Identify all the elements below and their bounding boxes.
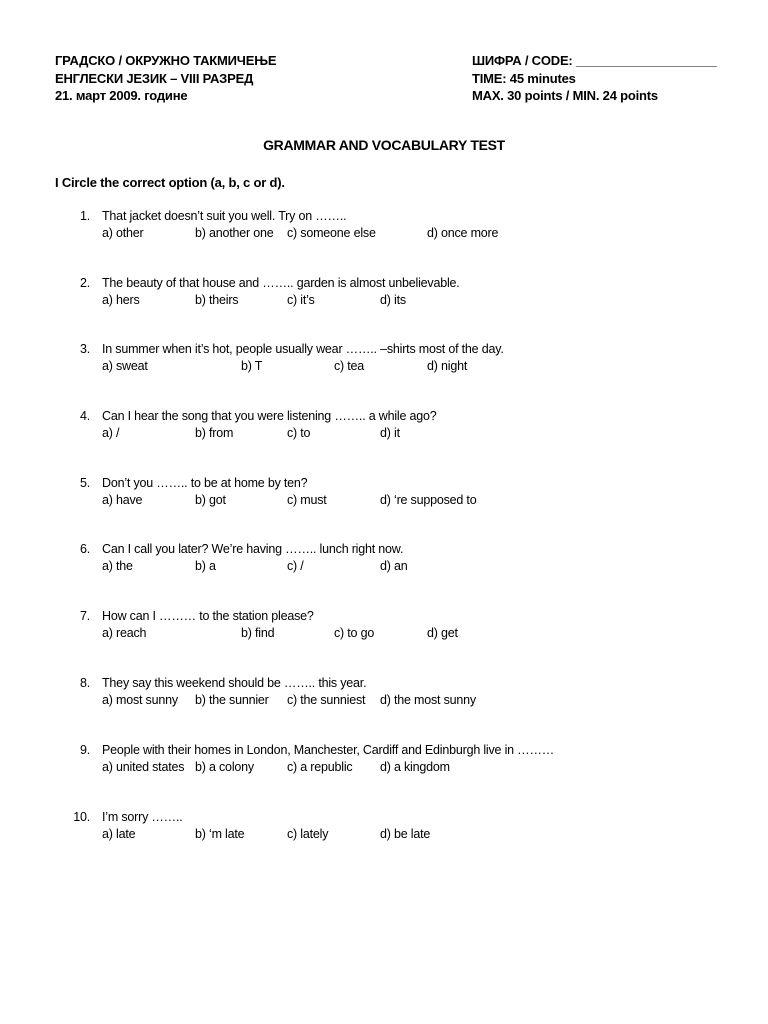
question-item: [0, 542, 768, 582]
answer-option-d[interactable]: d) a kingdom: [380, 760, 450, 774]
question-number: 4.: [79, 409, 90, 423]
answer-option-a[interactable]: a) reach: [102, 626, 147, 640]
points-info: MAX. 30 points / MIN. 24 points: [472, 88, 658, 103]
answer-option-c[interactable]: c) to: [287, 426, 311, 440]
question-text: That jacket doesn’t suit you well. Try on ……..: [102, 209, 347, 223]
answer-option-b[interactable]: b) from: [195, 426, 234, 440]
question-text: The beauty of that house and …….. garden is almost unbelievable.: [102, 276, 460, 290]
answer-option-c[interactable]: c) a republic: [287, 760, 353, 774]
answer-option-d[interactable]: d) ‘re supposed to: [380, 493, 477, 507]
answer-option-d[interactable]: d) get: [427, 626, 458, 640]
question-item: [0, 810, 768, 850]
answer-option-d[interactable]: d) it: [380, 426, 400, 440]
question-text: How can I ……… to the station please?: [102, 609, 314, 623]
question-number: 8.: [79, 676, 90, 690]
answer-option-a[interactable]: a) other: [102, 226, 144, 240]
test-title: GRAMMAR AND VOCABULARY TEST: [263, 137, 505, 153]
question-text: Can I hear the song that you were listening …….. a while ago?: [102, 409, 437, 423]
answer-option-b[interactable]: b) a: [195, 559, 216, 573]
time-limit: TIME: 45 minutes: [472, 70, 576, 86]
question-item: [0, 209, 768, 249]
answer-option-c[interactable]: c) lately: [287, 827, 329, 841]
question-item: [0, 476, 768, 516]
header-left: [55, 52, 276, 105]
question-number: 1.: [79, 209, 90, 223]
question-number: 9.: [79, 743, 90, 757]
question-text: They say this weekend should be …….. this year.: [102, 676, 367, 690]
question-item: [0, 276, 768, 316]
question-number: 7.: [79, 609, 90, 623]
question-text: I’m sorry ……..: [102, 810, 183, 824]
competition-name: ГРАДСКО / ОКРУЖНО ТАКМИЧЕЊЕ: [55, 53, 277, 68]
question-item: [0, 743, 768, 783]
answer-option-a[interactable]: a) hers: [102, 293, 140, 307]
question-number: 5.: [79, 476, 90, 490]
answer-option-b[interactable]: b) theirs: [195, 293, 239, 307]
answer-option-c[interactable]: c) tea: [334, 359, 365, 373]
question-text: In summer when it’s hot, people usually wear …….. –shirts most of the day.: [102, 342, 504, 356]
answer-option-d[interactable]: d) once more: [427, 226, 499, 240]
question-number: 2.: [79, 276, 90, 290]
answer-option-c[interactable]: c) the sunniest: [287, 693, 366, 707]
answer-option-d[interactable]: d) its: [380, 293, 406, 307]
question-item: [0, 342, 768, 382]
question-number: 10.: [73, 810, 90, 824]
question-text: Don’t you …….. to be at home by ten?: [102, 476, 308, 490]
answer-option-a[interactable]: a) most sunny: [102, 693, 178, 707]
answer-option-c[interactable]: c) must: [287, 493, 327, 507]
answer-option-c[interactable]: c) to go: [334, 626, 375, 640]
subject-grade: ЕНГЛЕСКИ ЈЕЗИК – VIII РАЗРЕД: [55, 70, 254, 86]
answer-option-b[interactable]: b) find: [241, 626, 275, 640]
answer-option-b[interactable]: b) T: [241, 359, 263, 373]
answer-option-a[interactable]: a) /: [102, 426, 120, 440]
question-item: [0, 609, 768, 649]
answer-option-b[interactable]: b) ‘m late: [195, 827, 245, 841]
question-number: 3.: [79, 342, 90, 356]
question-number: 6.: [79, 542, 90, 556]
answer-option-b[interactable]: b) a colony: [195, 760, 254, 774]
answer-option-d[interactable]: d) the most sunny: [380, 693, 476, 707]
exam-date: 21. март 2009. године: [55, 88, 188, 103]
answer-option-c[interactable]: c) it’s: [287, 293, 315, 307]
header-right: [472, 52, 717, 105]
answer-option-b[interactable]: b) another one: [195, 226, 274, 240]
answer-option-a[interactable]: a) have: [102, 493, 143, 507]
question-item: [0, 409, 768, 449]
answer-option-a[interactable]: a) the: [102, 559, 133, 573]
answer-option-d[interactable]: d) be late: [380, 827, 431, 841]
answer-option-d[interactable]: d) night: [427, 359, 468, 373]
answer-option-a[interactable]: a) united states: [102, 760, 185, 774]
answer-option-b[interactable]: b) got: [195, 493, 226, 507]
answer-option-c[interactable]: c) /: [287, 559, 304, 573]
answer-option-c[interactable]: c) someone else: [287, 226, 376, 240]
code-field: ШИФРА / CODE: ____________________: [472, 53, 717, 68]
answer-option-b[interactable]: b) the sunnier: [195, 693, 269, 707]
question-text: Can I call you later? We’re having …….. lunch right now.: [102, 542, 404, 556]
answer-option-a[interactable]: a) sweat: [102, 359, 148, 373]
answer-option-d[interactable]: d) an: [380, 559, 408, 573]
question-item: [0, 676, 768, 716]
answer-option-a[interactable]: a) late: [102, 827, 136, 841]
question-text: People with their homes in London, Manchester, Cardiff and Edinburgh live in ………: [102, 743, 555, 757]
instruction: I Circle the correct option (a, b, c or d).: [55, 175, 285, 190]
